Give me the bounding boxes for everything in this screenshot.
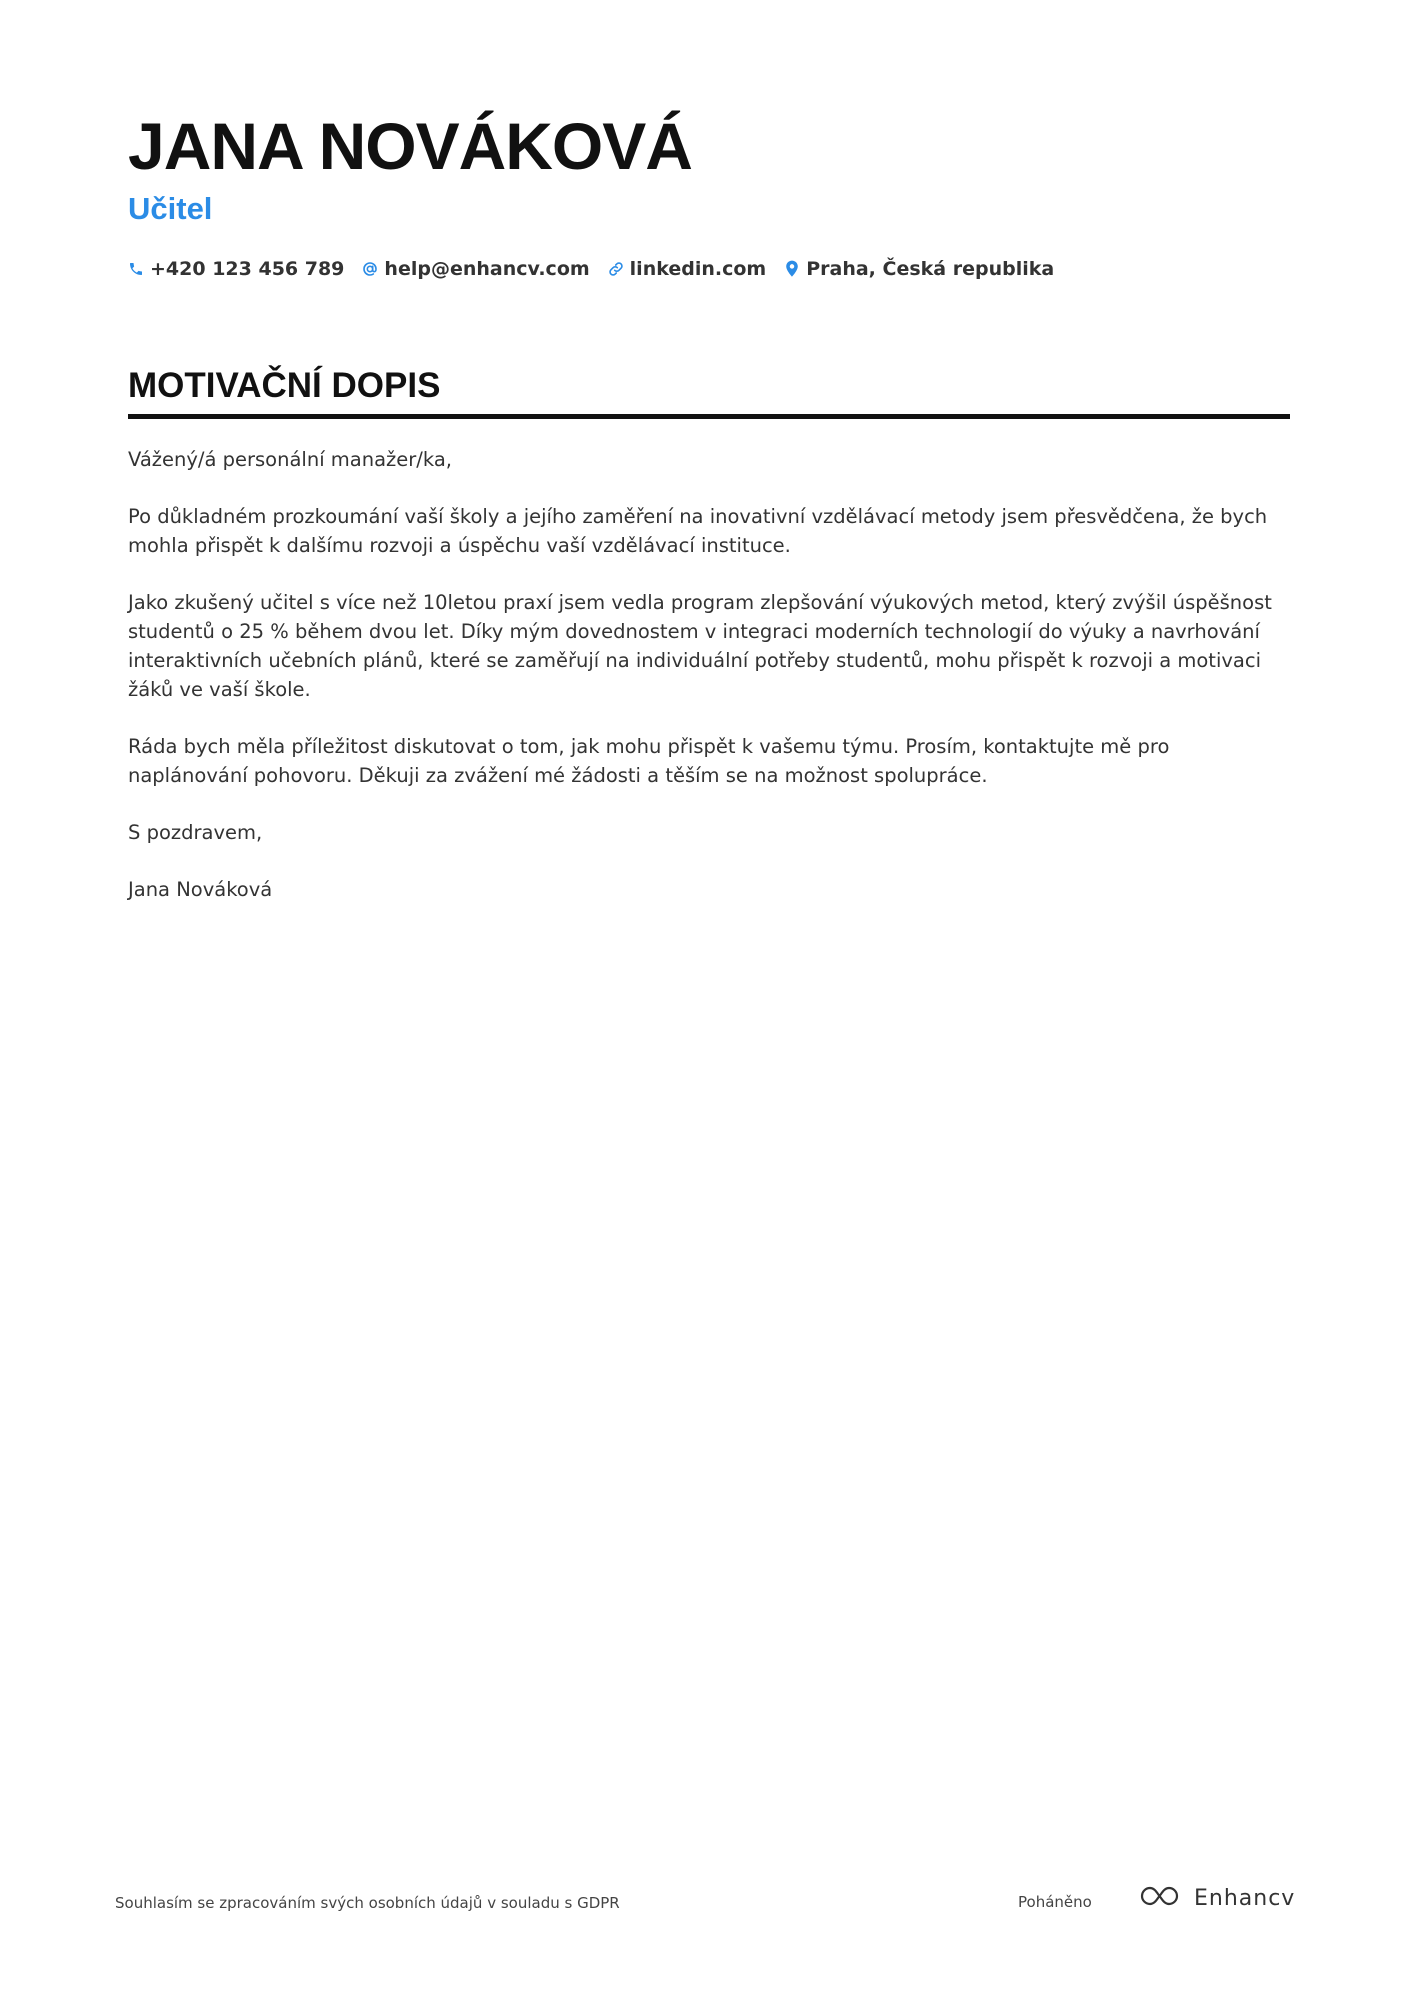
contact-email[interactable] — [362, 258, 589, 280]
location-text: Praha, Česká republika — [806, 258, 1055, 280]
section-title: MOTIVAČNÍ DOPIS — [128, 366, 441, 405]
contact-phone — [128, 258, 344, 280]
phone-icon — [128, 261, 144, 277]
map-pin-icon — [784, 260, 800, 278]
letter-paragraph: Jako zkušený učitel s více než 10letou praxí jsem vedla program zlepšování výukových metod, který zvýšil úspěšnost studentů o 25 % během dvou let. Díky mým dovednostem v integraci moderních technologií do výuky a navrhování interaktivních učebních plánů, které se zaměřují na individuální potřeby studentů, mohu přispět k rozvoji a motivaci žáků ve vaší škole. — [128, 591, 1272, 701]
enhancv-logo[interactable] — [1138, 1884, 1295, 1912]
letter-paragraph: Ráda bych měla příležitost diskutovat o tom, jak mohu přispět k vašemu týmu. Prosím, kontaktujte mě pro naplánování pohovoru. Děkuji za zvážení mé žádosti a těším se na možnost spolupráce. — [128, 735, 1170, 787]
letter-paragraph: Po důkladném prozkoumání vaší školy a jejího zaměření na inovativní vzdělávací metody jsem přesvědčena, že bych mohla přispět k dalšímu rozvoji a úspěchu vaší vzdělávací instituce. — [128, 505, 1268, 557]
email-text[interactable]: help@enhancv.com — [384, 258, 590, 280]
powered-by-label: Poháněno — [1018, 1893, 1092, 1911]
contact-bar — [128, 258, 1288, 280]
enhancv-logo-text: Enhancv — [1194, 1885, 1296, 1911]
job-title: Učitel — [128, 191, 213, 226]
contact-linkedin[interactable] — [608, 258, 767, 280]
linkedin-text[interactable]: linkedin.com — [629, 258, 767, 280]
phone-text: +420 123 456 789 — [150, 258, 345, 280]
letter-body — [128, 445, 1290, 904]
at-icon — [362, 261, 378, 277]
contact-location — [784, 258, 1054, 280]
header — [128, 108, 1288, 280]
letter-closing: S pozdravem, — [128, 821, 263, 844]
candidate-name: JANA NOVÁKOVÁ — [128, 109, 692, 183]
enhancv-infinity-icon — [1138, 1884, 1184, 1912]
letter-signature: Jana Nováková — [128, 878, 273, 901]
section-divider — [128, 414, 1290, 419]
cover-letter-section — [128, 364, 1290, 932]
link-icon — [608, 261, 624, 277]
letter-greeting: Vážený/á personální manažer/ka, — [128, 448, 452, 471]
gdpr-consent: Souhlasím se zpracováním svých osobních údajů v souladu s GDPR — [115, 1894, 620, 1912]
